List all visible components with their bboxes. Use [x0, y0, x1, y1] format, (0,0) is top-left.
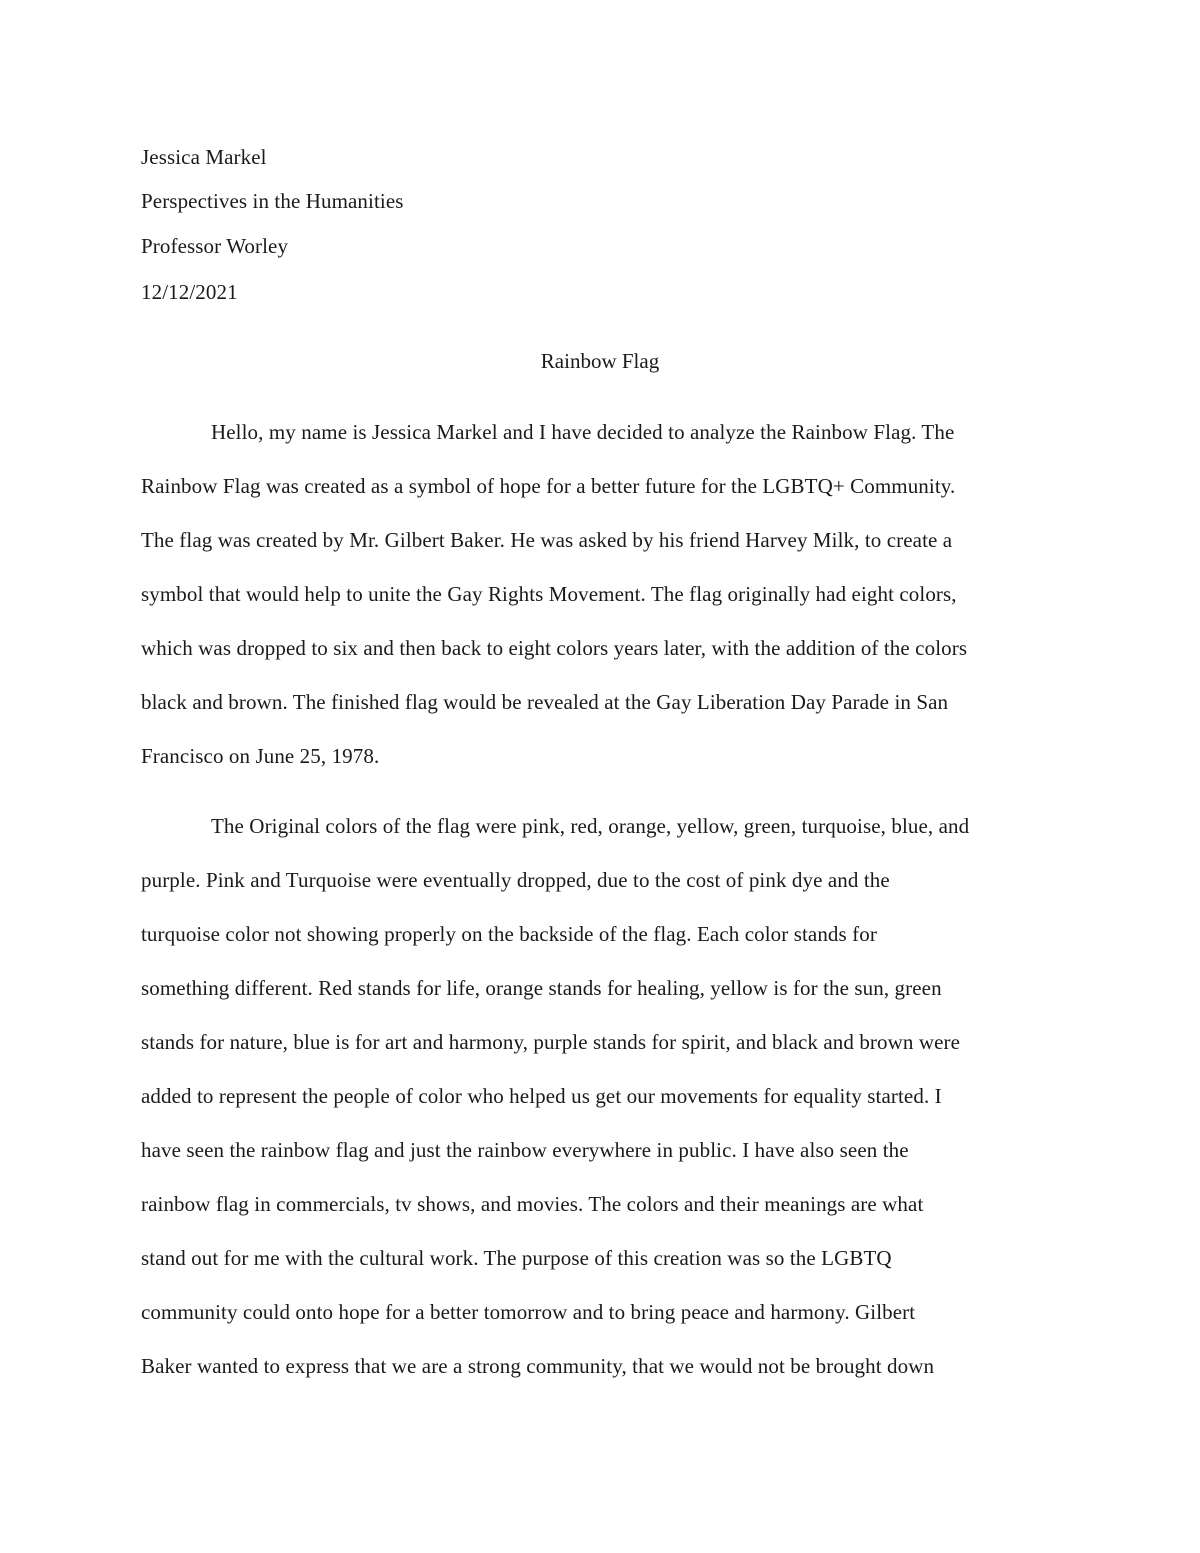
- paragraph-line: purple. Pink and Turquoise were eventually dropped, due to the cost of pink dye and the: [141, 868, 890, 892]
- document-date: 12/12/2021: [141, 280, 238, 304]
- course-name: Perspectives in the Humanities: [141, 189, 404, 213]
- paragraph-line: have seen the rainbow flag and just the rainbow everywhere in public. I have also seen the: [141, 1138, 909, 1162]
- paragraph-line: something different. Red stands for life, orange stands for healing, yellow is for the sun, green: [141, 976, 942, 1000]
- professor-name: Professor Worley: [141, 234, 289, 258]
- paragraph-line: The flag was created by Mr. Gilbert Baker. He was asked by his friend Harvey Milk, to create a: [141, 528, 953, 552]
- paragraph-line: Rainbow Flag was created as a symbol of hope for a better future for the LGBTQ+ Community.: [141, 474, 956, 498]
- paragraph-line: symbol that would help to unite the Gay Rights Movement. The flag originally had eight colors,: [141, 582, 957, 606]
- paragraph-line: stands for nature, blue is for art and harmony, purple stands for spirit, and black and brown were: [141, 1030, 961, 1054]
- paragraph-line: added to represent the people of color who helped us get our movements for equality started. I: [141, 1084, 942, 1108]
- paragraph-line: turquoise color not showing properly on the backside of the flag. Each color stands for: [141, 922, 877, 946]
- paragraph-line: which was dropped to six and then back to eight colors years later, with the addition of the colors: [141, 636, 968, 660]
- paragraph-line: Francisco on June 25, 1978.: [141, 744, 380, 768]
- author-name: Jessica Markel: [141, 145, 267, 169]
- paragraph-line: Hello, my name is Jessica Markel and I have decided to analyze the Rainbow Flag. The: [211, 420, 955, 444]
- paragraph-line: Baker wanted to express that we are a strong community, that we would not be brought down: [141, 1354, 935, 1378]
- paragraph-line: community could onto hope for a better tomorrow and to bring peace and harmony. Gilbert: [141, 1300, 916, 1324]
- paragraph-line: rainbow flag in commercials, tv shows, and movies. The colors and their meanings are what: [141, 1192, 924, 1216]
- document-title: Rainbow Flag: [540, 349, 660, 373]
- paragraph-line: stand out for me with the cultural work. The purpose of this creation was so the LGBTQ: [141, 1246, 892, 1270]
- paragraph-line: black and brown. The finished flag would be revealed at the Gay Liberation Day Parade in San: [141, 690, 949, 714]
- paragraph-line: The Original colors of the flag were pink, red, orange, yellow, green, turquoise, blue, and: [211, 814, 970, 838]
